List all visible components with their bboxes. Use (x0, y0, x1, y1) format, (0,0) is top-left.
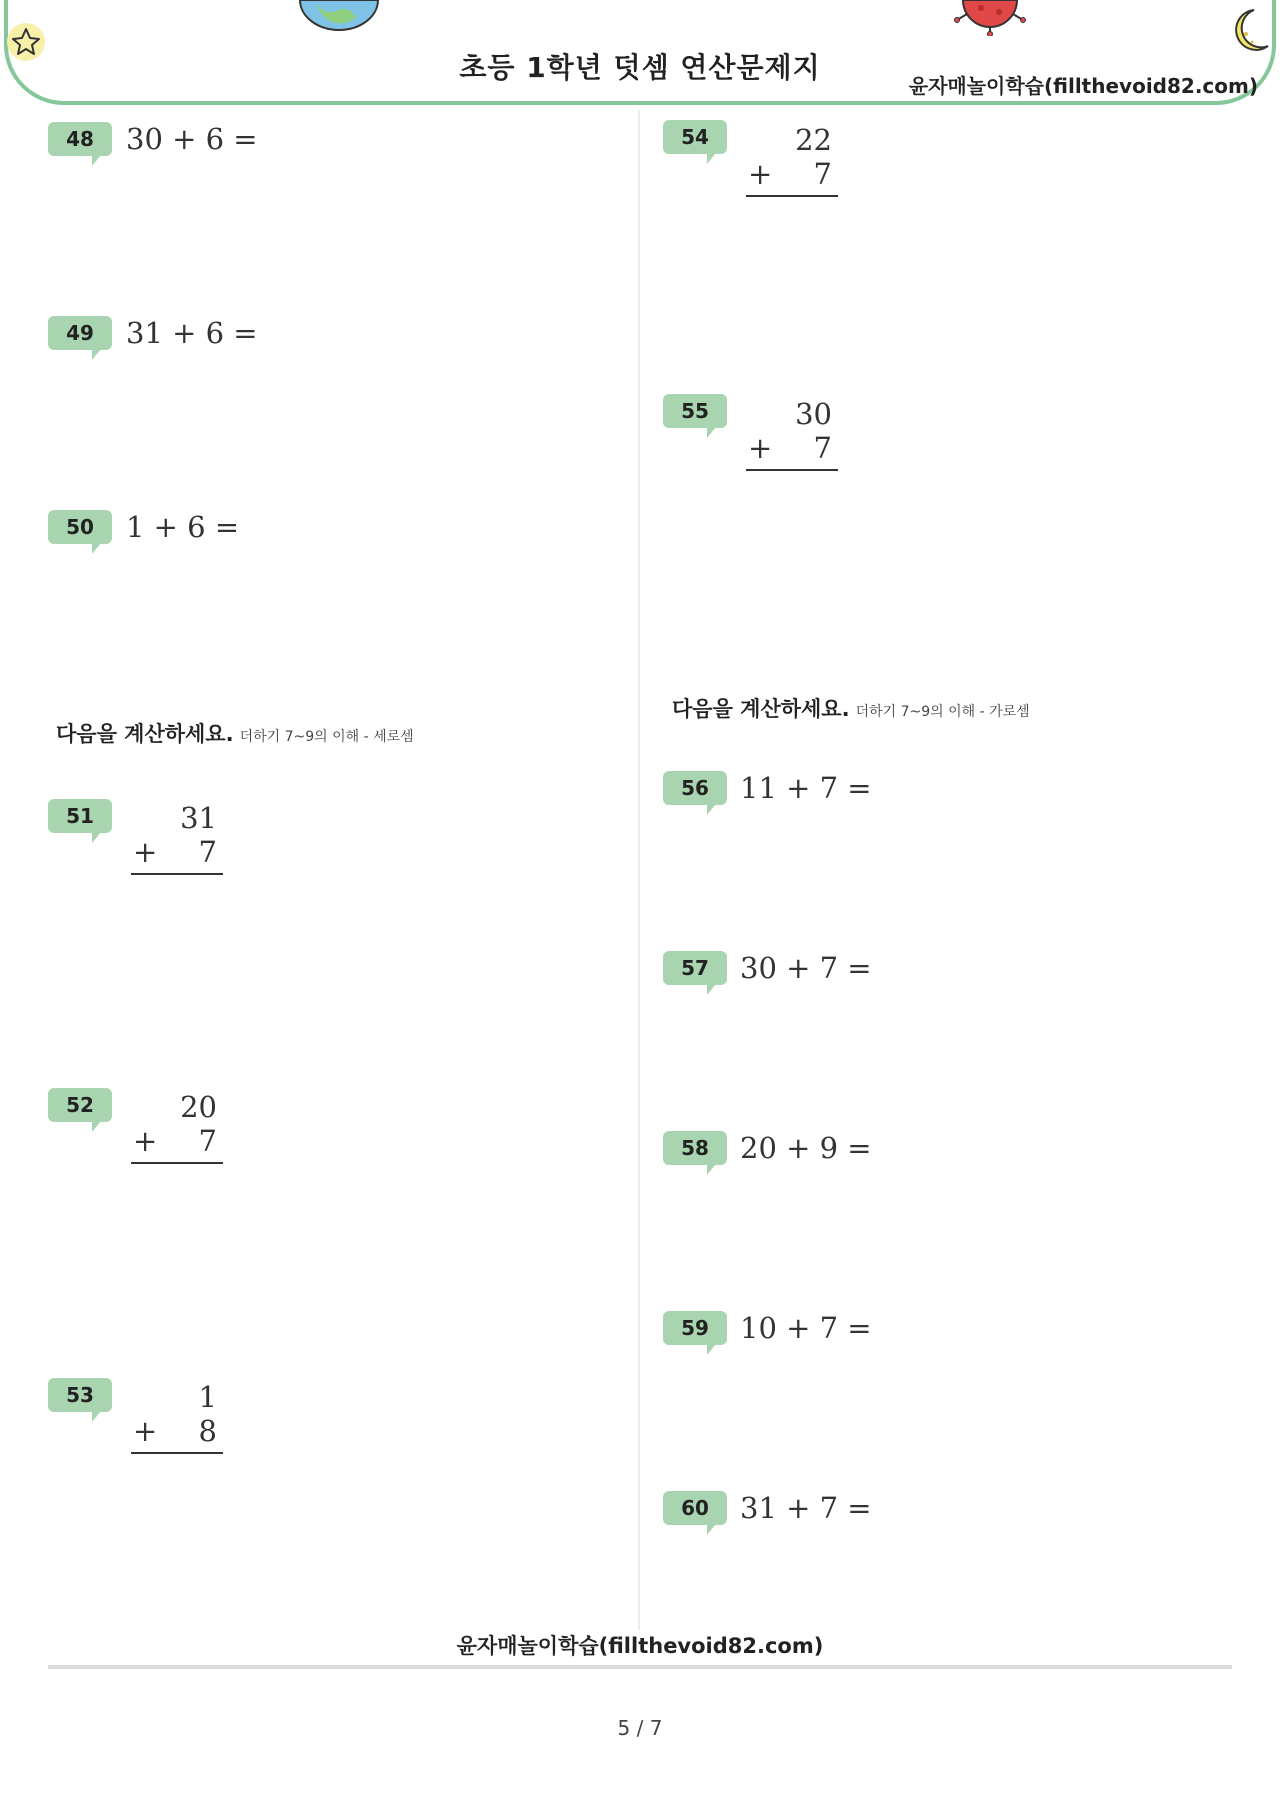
instruction-text: 다음을 계산하세요. (56, 722, 234, 746)
plus-sign: + (748, 431, 773, 465)
vertical-bottom-operand: 7 (198, 1124, 217, 1158)
vertical-top-operand: 22 (795, 123, 832, 157)
problem-number-badge: 51 (48, 799, 112, 833)
vertical-problem (131, 801, 223, 877)
plus-sign: + (748, 157, 773, 191)
vertical-top-operand: 31 (180, 801, 217, 835)
answer-line (746, 195, 838, 197)
problem-expression: 11 + 7 = (740, 771, 872, 805)
header-site-label: 윤자매놀이학습(fillthevoid82.com) (908, 74, 1258, 98)
problem-number-badge: 60 (663, 1491, 727, 1525)
problem-expression: 31 + 7 = (740, 1491, 872, 1525)
problem-number-badge: 49 (48, 316, 112, 350)
problem-expression: 1 + 6 = (126, 510, 240, 544)
answer-line (746, 469, 838, 471)
problem-number-badge: 59 (663, 1311, 727, 1345)
vertical-problem (131, 1090, 223, 1166)
problem-number-badge: 52 (48, 1088, 112, 1122)
vertical-problem (131, 1380, 223, 1456)
plus-sign: + (133, 835, 158, 869)
vertical-bottom-operand: 7 (813, 157, 832, 191)
vertical-bottom-operand: 7 (813, 431, 832, 465)
answer-line (131, 873, 223, 875)
globe-icon (298, 0, 380, 32)
vertical-bottom-operand: 7 (198, 835, 217, 869)
plus-sign: + (133, 1124, 158, 1158)
answer-line (131, 1162, 223, 1164)
instruction-horizontal (672, 693, 1030, 723)
problem-expression: 31 + 6 = (126, 316, 258, 350)
instruction-subtext: 더하기 7~9의 이해 - 가로셈 (855, 704, 1030, 720)
footer-site-label: 윤자매놀이학습(fillthevoid82.com) (456, 1634, 824, 1658)
answer-line (131, 1452, 223, 1454)
problem-number-badge: 56 (663, 771, 727, 805)
instruction-subtext: 더하기 7~9의 이해 - 세로셈 (239, 729, 414, 745)
vertical-top-operand: 30 (795, 397, 832, 431)
problem-expression: 30 + 6 = (126, 122, 258, 156)
page-title: 초등 1학년 덧셈 연산문제지 (459, 51, 821, 84)
problem-number-badge: 58 (663, 1131, 727, 1165)
problem-number-badge: 50 (48, 510, 112, 544)
problem-number-badge: 54 (663, 120, 727, 154)
problem-number-badge: 55 (663, 394, 727, 428)
vertical-top-operand: 1 (198, 1380, 217, 1414)
vertical-bottom-operand: 8 (198, 1414, 217, 1448)
column-divider (638, 110, 640, 1630)
vertical-problem (746, 123, 838, 199)
problem-expression: 20 + 9 = (740, 1131, 872, 1165)
page-number: 5 / 7 (617, 1716, 663, 1740)
problem-expression: 10 + 7 = (740, 1311, 872, 1345)
instruction-vertical (56, 718, 414, 748)
problem-number-badge: 57 (663, 951, 727, 985)
plus-sign: + (133, 1414, 158, 1448)
instruction-text: 다음을 계산하세요. (672, 697, 850, 721)
problem-number-badge: 48 (48, 122, 112, 156)
vertical-problem (746, 397, 838, 473)
virus-icon (945, 0, 1035, 36)
footer-divider (48, 1665, 1232, 1669)
vertical-top-operand: 20 (180, 1090, 217, 1124)
problem-number-badge: 53 (48, 1378, 112, 1412)
problem-expression: 30 + 7 = (740, 951, 872, 985)
